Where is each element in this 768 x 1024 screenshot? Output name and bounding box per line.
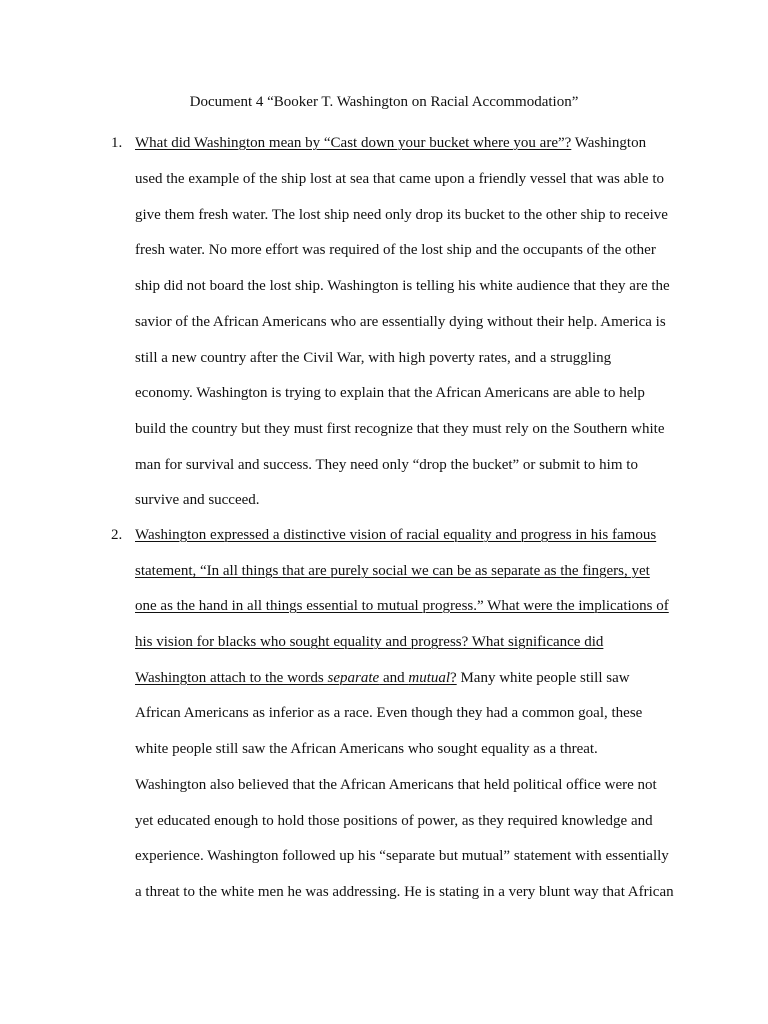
- answer-line: Washington also believed that the African Americans that held political office were not: [135, 777, 657, 793]
- answer-line: man for survival and success. They need only “drop the bucket” or submit to him to: [135, 457, 638, 473]
- answer-line: African Americans as inferior as a race. Even though they had a common goal, these: [135, 705, 643, 721]
- answer-line: savior of the African Americans who are essentially dying without their help. America is: [135, 314, 666, 330]
- answer-line: ship did not board the lost ship. Washington is telling his white audience that they are the: [135, 278, 670, 294]
- answer-line: economy. Washington is trying to explain that the African Americans are able to help: [135, 385, 645, 401]
- item-line: [135, 668, 630, 688]
- answer-text: Washington: [571, 135, 647, 151]
- question-line: his vision for blacks who sought equality and progress? What significance did: [135, 634, 604, 650]
- answer-text: Many white people still saw: [456, 670, 630, 686]
- answer-line: a threat to the white men he was addressing. He is stating in a very blunt way that African: [135, 884, 674, 900]
- emphasis-separate: separate: [327, 670, 380, 686]
- item-line: [135, 133, 646, 153]
- question-line: one as the hand in all things essential to mutual progress.” What were the implications of: [135, 598, 669, 614]
- answer-line: give them fresh water. The lost ship need only drop its bucket to the other ship to receive: [135, 207, 668, 223]
- answer-line: fresh water. No more effort was required of the lost ship and the occupants of the other: [135, 242, 656, 258]
- question-text: What did Washington mean by “Cast down your bucket where you are”?: [135, 135, 572, 151]
- question-text: Washington attach to the words separate and mutual?: [135, 670, 457, 686]
- answer-line: experience. Washington followed up his “separate but mutual” statement with essentially: [135, 848, 669, 864]
- answer-line: survive and succeed.: [135, 492, 260, 508]
- answer-line: still a new country after the Civil War, with high poverty rates, and a struggling: [135, 350, 612, 366]
- answer-line: yet educated enough to hold those positions of power, as they required knowledge and: [135, 813, 653, 829]
- item-number: 1.: [111, 135, 123, 151]
- answer-line: white people still saw the African Americans who sought equality as a threat.: [135, 741, 598, 757]
- item-number: 2.: [111, 527, 123, 543]
- answer-line: used the example of the ship lost at sea that came upon a friendly vessel that was able to: [135, 171, 665, 187]
- emphasis-mutual: mutual: [408, 670, 451, 686]
- question-line: Washington expressed a distinctive vision of racial equality and progress in his famous: [135, 527, 657, 543]
- document-title: Document 4 “Booker T. Washington on Racial Accommodation”: [189, 94, 579, 110]
- answer-line: build the country but they must first recognize that they must rely on the Southern white: [135, 421, 665, 437]
- question-line: statement, “In all things that are purely social we can be as separate as the fingers, yet: [135, 563, 650, 579]
